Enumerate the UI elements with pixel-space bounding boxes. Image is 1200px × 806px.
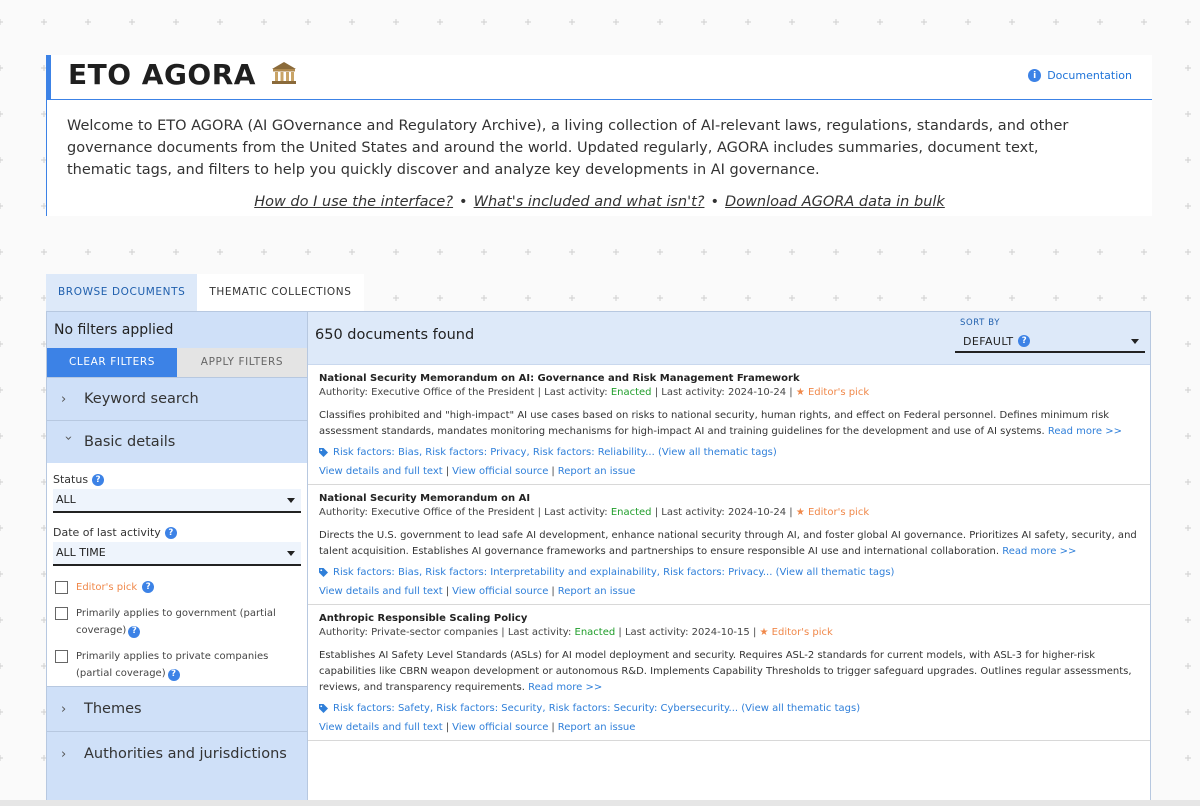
plus-mark — [173, 19, 179, 25]
plus-mark — [0, 203, 3, 209]
plus-mark — [921, 19, 927, 25]
plus-mark — [217, 19, 223, 25]
plus-mark — [1097, 19, 1103, 25]
chevron-right-icon: › — [61, 391, 67, 407]
plus-mark — [1185, 663, 1191, 669]
plus-mark — [613, 295, 619, 301]
plus-mark — [0, 617, 3, 623]
document-item — [308, 365, 1150, 485]
plus-mark — [701, 249, 707, 255]
status-badge: Enacted — [574, 627, 616, 638]
info-icon: i — [1028, 69, 1041, 82]
tab-bar — [46, 274, 364, 311]
plus-mark — [1185, 525, 1191, 531]
editors-pick-text: Editor's pick — [807, 507, 870, 518]
plus-mark — [1185, 341, 1191, 347]
editors-pick-filter[interactable] — [53, 579, 301, 596]
tag-icon — [319, 568, 328, 577]
document-summary — [319, 648, 1139, 696]
document-date: Last activity: 2024-10-24 — [661, 507, 787, 518]
date-label — [53, 526, 301, 539]
plus-mark — [1097, 295, 1103, 301]
document-list — [308, 365, 1150, 741]
summary-text: Directs the U.S. government to lead safe AI development, enhance national security through AI, and foster global AI governance. Prioritizes AI safety, security, and talent acquisition. Establishes AI governance frameworks and partnerships to ensure responsible AI use and international collaboration. — [319, 530, 1137, 557]
documentation-label: Documentation — [1047, 69, 1132, 82]
plus-mark — [525, 295, 531, 301]
help-icon[interactable]: ? — [1018, 335, 1030, 347]
dropdown-caret-icon — [287, 551, 295, 556]
section-keyword-search[interactable] — [47, 377, 307, 420]
whats-included-link[interactable]: What's included and what isn't? — [473, 194, 705, 210]
museum-icon — [270, 60, 298, 93]
summary-text: Classifies prohibited and "high-impact" AI use cases based on risks to national security, human rights, and effect on Federal personnel. Defines minimum risk assessment standards, mandates monitoring mechanisms for high-impact AI and training guidelines for the development and use of AI systems. — [319, 410, 1110, 437]
plus-mark — [877, 19, 883, 25]
star-icon: ★ — [759, 627, 769, 638]
section-basic-details[interactable] — [47, 420, 307, 463]
plus-mark — [1185, 755, 1191, 761]
status-badge: Enacted — [610, 387, 652, 398]
tab-thematic-collections[interactable]: THEMATIC COLLECTIONS — [197, 274, 363, 311]
view-all-tags-link[interactable]: (View all thematic tags) — [775, 567, 895, 578]
section-label: Keyword search — [84, 391, 199, 407]
editors-pick-badge — [796, 387, 869, 398]
plus-mark — [437, 249, 443, 255]
help-icon[interactable]: ? — [142, 581, 154, 593]
plus-mark — [1185, 387, 1191, 393]
status-value: ALL — [56, 493, 76, 506]
plus-mark — [0, 249, 3, 255]
plus-mark — [1185, 19, 1191, 25]
editors-pick-label: Editor's pick — [76, 582, 138, 593]
plus-mark — [0, 65, 3, 71]
plus-mark — [261, 249, 267, 255]
activity-label: Last activity: — [544, 387, 608, 398]
plus-mark — [1185, 111, 1191, 117]
plus-mark — [261, 19, 267, 25]
plus-mark — [1053, 249, 1059, 255]
plus-mark — [481, 249, 487, 255]
chevron-right-icon: › — [61, 746, 67, 762]
document-tags — [319, 447, 1139, 458]
government-filter[interactable] — [53, 605, 301, 639]
separator: • — [710, 194, 720, 210]
plus-mark — [305, 19, 311, 25]
plus-mark — [613, 249, 619, 255]
sort-value: DEFAULT — [963, 334, 1014, 348]
plus-mark — [833, 249, 839, 255]
help-icon[interactable]: ? — [165, 527, 177, 539]
document-date: Last activity: 2024-10-24 — [661, 387, 787, 398]
separator: • — [459, 194, 468, 210]
plus-mark — [0, 479, 3, 485]
plus-mark — [789, 249, 795, 255]
plus-mark — [393, 295, 399, 301]
plus-mark — [965, 19, 971, 25]
document-links: View details and full text | View official source | Report an issue — [319, 466, 636, 477]
activity-label: Last activity: — [544, 507, 608, 518]
dropdown-caret-icon — [1131, 339, 1139, 344]
private-label-text: Primarily applies to private companies (partial coverage) — [76, 651, 269, 679]
apply-filters-button[interactable]: APPLY FILTERS — [177, 348, 307, 377]
filter-sidebar — [46, 311, 308, 801]
section-authorities[interactable] — [47, 731, 307, 776]
section-label: Basic details — [84, 434, 176, 450]
plus-mark — [393, 249, 399, 255]
intro-panel — [46, 100, 1152, 216]
plus-mark — [0, 663, 3, 669]
plus-mark — [0, 571, 3, 577]
plus-mark — [1009, 19, 1015, 25]
document-summary — [319, 528, 1139, 560]
document-links: View details and full text | View official source | Report an issue — [319, 586, 636, 597]
read-more-link[interactable]: Read more >> — [1047, 426, 1123, 437]
government-checkbox[interactable] — [55, 607, 68, 620]
sort-select[interactable] — [955, 331, 1145, 353]
view-all-tags-link[interactable]: (View all thematic tags) — [741, 703, 861, 714]
date-value: ALL TIME — [56, 546, 106, 559]
section-themes[interactable] — [47, 686, 307, 731]
document-summary — [319, 408, 1139, 440]
tag-icon — [319, 704, 328, 713]
plus-mark — [701, 19, 707, 25]
report-issue-link[interactable]: Report an issue — [557, 466, 636, 477]
help-icon[interactable]: ? — [128, 626, 140, 638]
document-date: Last activity: 2024-10-15 — [624, 627, 750, 638]
view-details-link[interactable]: View details and full text — [319, 722, 443, 733]
status-label-text: Status — [53, 473, 89, 486]
view-details-link[interactable]: View details and full text — [319, 586, 443, 597]
section-label: Themes — [84, 701, 142, 717]
government-label — [76, 605, 291, 639]
plus-mark — [1185, 249, 1191, 255]
plus-mark — [657, 19, 663, 25]
plus-mark — [1185, 157, 1191, 163]
download-bulk-link[interactable]: Download AGORA data in bulk — [725, 194, 945, 210]
plus-mark — [85, 249, 91, 255]
interface-help-link[interactable]: How do I use the interface? — [254, 194, 454, 210]
filter-buttons — [47, 348, 307, 377]
plus-mark — [0, 433, 3, 439]
sidebar-filler — [47, 776, 307, 801]
plus-mark — [1185, 433, 1191, 439]
plus-mark — [305, 249, 311, 255]
plus-mark — [0, 525, 3, 531]
tag-icon — [319, 448, 328, 457]
view-source-link[interactable]: View official source — [452, 722, 549, 733]
plus-mark — [569, 19, 575, 25]
plus-mark — [745, 295, 751, 301]
help-icon[interactable]: ? — [92, 474, 104, 486]
plus-mark — [921, 249, 927, 255]
view-source-link[interactable]: View official source — [452, 586, 549, 597]
plus-mark — [877, 295, 883, 301]
filter-status: No filters applied — [47, 312, 307, 348]
star-icon: ★ — [795, 507, 805, 518]
private-companies-checkbox[interactable] — [55, 650, 68, 663]
plus-mark — [745, 249, 751, 255]
plus-mark — [0, 709, 3, 715]
plus-mark — [393, 19, 399, 25]
plus-mark — [129, 19, 135, 25]
tag-list[interactable]: Risk factors: Bias, Risk factors: Privacy, Risk factors: Reliability... — [333, 447, 655, 458]
plus-mark — [481, 295, 487, 301]
document-tags — [319, 567, 1139, 578]
document-tags — [319, 703, 1139, 714]
tag-list[interactable]: Risk factors: Bias, Risk factors: Interpretability and explainability, Risk factors: Privacy... — [333, 567, 773, 578]
plus-mark — [437, 19, 443, 25]
plus-mark — [1053, 19, 1059, 25]
view-source-link[interactable]: View official source — [452, 466, 549, 477]
plus-mark — [789, 295, 795, 301]
plus-mark — [789, 19, 795, 25]
page-title: ETO AGORA — [68, 58, 298, 93]
private-companies-label — [76, 648, 291, 682]
plus-mark — [525, 19, 531, 25]
plus-mark — [745, 19, 751, 25]
results-header — [308, 312, 1150, 365]
government-label-text: Primarily applies to government (partial coverage) — [76, 608, 276, 636]
plus-mark — [0, 387, 3, 393]
plus-mark — [129, 249, 135, 255]
plus-mark — [1141, 249, 1147, 255]
tab-browse-documents[interactable]: BROWSE DOCUMENTS — [46, 274, 197, 311]
read-more-link[interactable]: Read more >> — [1002, 546, 1077, 557]
document-title[interactable]: Anthropic Responsible Scaling Policy — [319, 613, 528, 624]
document-authority: Authority: Private-sector companies — [319, 627, 499, 638]
activity-label: Last activity: — [507, 627, 572, 638]
plus-mark — [833, 295, 839, 301]
report-issue-link[interactable]: Report an issue — [557, 722, 636, 733]
view-all-tags-link[interactable]: (View all thematic tags) — [657, 447, 777, 458]
document-authority: Authority: Executive Office of the President — [319, 387, 535, 398]
plus-mark — [1185, 295, 1191, 301]
dropdown-caret-icon — [287, 498, 295, 503]
document-item — [308, 605, 1150, 741]
results-count: 650 documents found — [315, 327, 475, 343]
plus-mark — [877, 249, 883, 255]
plus-mark — [569, 295, 575, 301]
plus-mark — [1185, 571, 1191, 577]
date-select[interactable] — [53, 542, 301, 566]
star-icon: ★ — [795, 387, 805, 398]
intro-links — [47, 194, 1152, 210]
plus-mark — [657, 249, 663, 255]
status-select[interactable] — [53, 489, 301, 513]
editors-pick-badge — [760, 627, 833, 638]
intro-text: Welcome to ETO AGORA (AI GOvernance and Regulatory Archive), a living collection of AI-relevant laws, regulations, standards, and other governance documents from the United States and around the world. Updated regularly, AGORA includes summaries, document text, thematic tags, and filters to help you quickly discover and analyze key developments in AI governance. — [67, 118, 1069, 178]
plus-mark — [173, 249, 179, 255]
results-panel — [308, 311, 1151, 801]
plus-mark — [569, 249, 575, 255]
section-label: Authorities and jurisdictions — [84, 746, 287, 762]
clear-filters-button[interactable]: CLEAR FILTERS — [47, 348, 177, 377]
plus-mark — [965, 249, 971, 255]
plus-mark — [0, 755, 3, 761]
chevron-down-icon: › — [60, 435, 76, 441]
plus-mark — [701, 295, 707, 301]
plus-mark — [0, 341, 3, 347]
plus-mark — [0, 111, 3, 117]
editors-pick-badge — [796, 507, 869, 518]
plus-mark — [481, 19, 487, 25]
plus-mark — [1185, 479, 1191, 485]
plus-mark — [0, 295, 3, 301]
plus-mark — [437, 295, 443, 301]
document-title[interactable]: National Security Memorandum on AI — [319, 493, 531, 504]
plus-mark — [1185, 65, 1191, 71]
tag-list[interactable]: Risk factors: Safety, Risk factors: Security, Risk factors: Security: Cybersecurity... — [333, 703, 739, 714]
document-meta: Authority: Executive Office of the President | Last activity: Enacted | Last activity: 2024-10-24 | ★ Editor's pick — [319, 387, 870, 398]
private-companies-filter[interactable] — [53, 648, 301, 682]
document-meta: Authority: Private-sector companies | Last activity: Enacted | Last activity: 2024-10-15 | ★ Editor's pick — [319, 627, 833, 638]
plus-mark — [657, 295, 663, 301]
document-meta: Authority: Executive Office of the President | Last activity: Enacted | Last activity: 2024-10-24 | ★ Editor's pick — [319, 507, 870, 518]
editors-pick-checkbox[interactable] — [55, 581, 68, 594]
chevron-right-icon: › — [61, 701, 67, 717]
plus-mark — [349, 249, 355, 255]
plus-mark — [1141, 19, 1147, 25]
plus-mark — [41, 249, 47, 255]
plus-mark — [833, 19, 839, 25]
summary-text: Establishes AI Safety Level Standards (ASLs) for AI model deployment and security. Requires ASL-2 standards for current models, with ASL-3 for higher-risk capabilities like CBRN weapon development or autonomous R&D. Implements Capability Thresholds to trigger safeguard upgrades. Outlines regular assessments, reviews, and transparency requirements. — [319, 650, 1132, 693]
plus-mark — [217, 249, 223, 255]
plus-mark — [349, 19, 355, 25]
report-issue-link[interactable]: Report an issue — [557, 586, 636, 597]
page-header — [46, 55, 1152, 100]
plus-mark — [1185, 709, 1191, 715]
sort-label: SORT BY — [960, 318, 1001, 328]
status-badge: Enacted — [610, 507, 652, 518]
plus-mark — [1097, 249, 1103, 255]
plus-mark — [1009, 295, 1015, 301]
plus-mark — [613, 19, 619, 25]
plus-mark — [525, 249, 531, 255]
plus-mark — [0, 19, 3, 25]
plus-mark — [85, 19, 91, 25]
document-links: View details and full text | View official source | Report an issue — [319, 722, 636, 733]
plus-mark — [1185, 617, 1191, 623]
view-details-link[interactable]: View details and full text — [319, 466, 443, 477]
editors-pick-text: Editor's pick — [807, 387, 870, 398]
plus-mark — [1185, 203, 1191, 209]
plus-mark — [921, 295, 927, 301]
help-icon[interactable]: ? — [168, 669, 180, 681]
date-label-text: Date of last activity — [53, 526, 161, 539]
document-authority: Authority: Executive Office of the President — [319, 507, 535, 518]
document-title[interactable]: National Security Memorandum on AI: Governance and Risk Management Framework — [319, 373, 800, 384]
basic-details-body — [47, 463, 307, 686]
editors-pick-text: Editor's pick — [771, 627, 833, 638]
documentation-link[interactable] — [1028, 69, 1132, 82]
document-item — [308, 485, 1150, 605]
plus-mark — [965, 295, 971, 301]
plus-mark — [0, 157, 3, 163]
read-more-link[interactable]: Read more >> — [528, 682, 603, 693]
plus-mark — [1009, 249, 1015, 255]
plus-mark — [1141, 295, 1147, 301]
plus-mark — [41, 19, 47, 25]
bottom-edge — [0, 800, 1200, 806]
plus-mark — [1053, 295, 1059, 301]
status-label — [53, 473, 301, 486]
